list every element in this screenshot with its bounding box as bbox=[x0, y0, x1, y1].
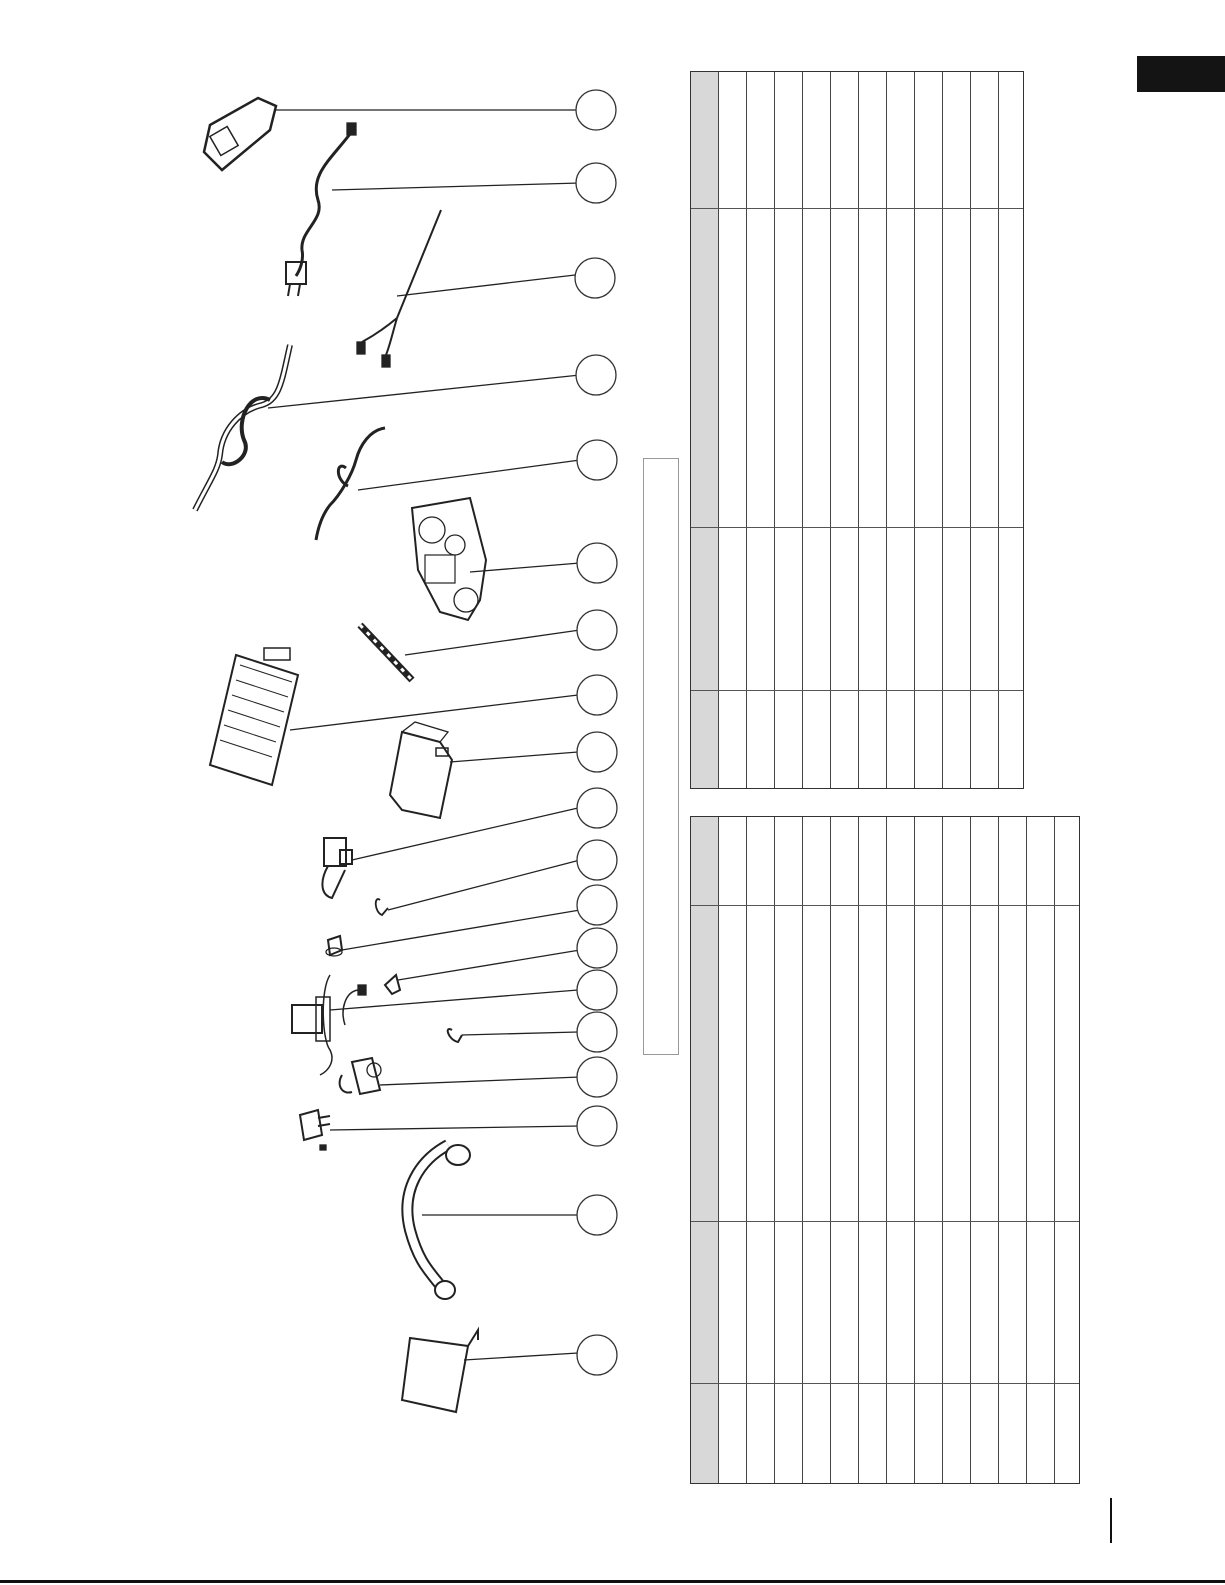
parts-table-lower bbox=[690, 816, 1080, 1484]
page-number-divider bbox=[1110, 1498, 1112, 1543]
transformer-icon bbox=[292, 975, 578, 1075]
bracket-clip-icon bbox=[385, 950, 580, 994]
gas-line-tube-icon bbox=[195, 345, 580, 510]
callout-circle bbox=[577, 440, 617, 480]
ring-clip-icon bbox=[448, 1029, 578, 1042]
callout-circle bbox=[576, 90, 616, 130]
callout-circle bbox=[576, 163, 616, 203]
mounting-bracket-icon bbox=[402, 1330, 578, 1412]
callout-circle bbox=[577, 610, 617, 650]
battery-pack-icon bbox=[390, 722, 578, 818]
gas-valve-icon bbox=[412, 498, 580, 620]
callout-circle bbox=[577, 1057, 617, 1097]
section-tab-marker bbox=[1137, 56, 1225, 92]
shutoff-valve-icon bbox=[340, 1058, 580, 1094]
thermocouple-wire-icon bbox=[357, 210, 575, 367]
clip-icon bbox=[376, 860, 580, 915]
callout-circle bbox=[577, 1012, 617, 1052]
callout-circle bbox=[577, 543, 617, 583]
callout-circle bbox=[576, 355, 616, 395]
callout-circle bbox=[577, 1195, 617, 1235]
callout-circle bbox=[577, 1106, 617, 1146]
callout-circle bbox=[577, 928, 617, 968]
igniter-rod-icon bbox=[360, 625, 580, 680]
callout-circle bbox=[577, 788, 617, 828]
callout-circle bbox=[577, 1335, 617, 1375]
callout-circle bbox=[577, 675, 617, 715]
control-module-icon bbox=[210, 648, 578, 785]
callout-circle bbox=[577, 840, 617, 880]
flex-connector-icon bbox=[407, 1145, 578, 1299]
callout-circle bbox=[577, 732, 617, 772]
callout-circle bbox=[577, 885, 617, 925]
table-header-band bbox=[691, 72, 718, 788]
fitting-icon bbox=[326, 910, 580, 956]
remote-transmitter-icon bbox=[204, 98, 596, 170]
callout-circle bbox=[577, 970, 617, 1010]
parts-table-upper bbox=[690, 71, 1024, 789]
callout-circle bbox=[575, 258, 615, 298]
figure-caption-frame bbox=[643, 458, 679, 1055]
wire-harness-icon bbox=[286, 123, 580, 296]
switch-connector-icon bbox=[322, 808, 578, 898]
